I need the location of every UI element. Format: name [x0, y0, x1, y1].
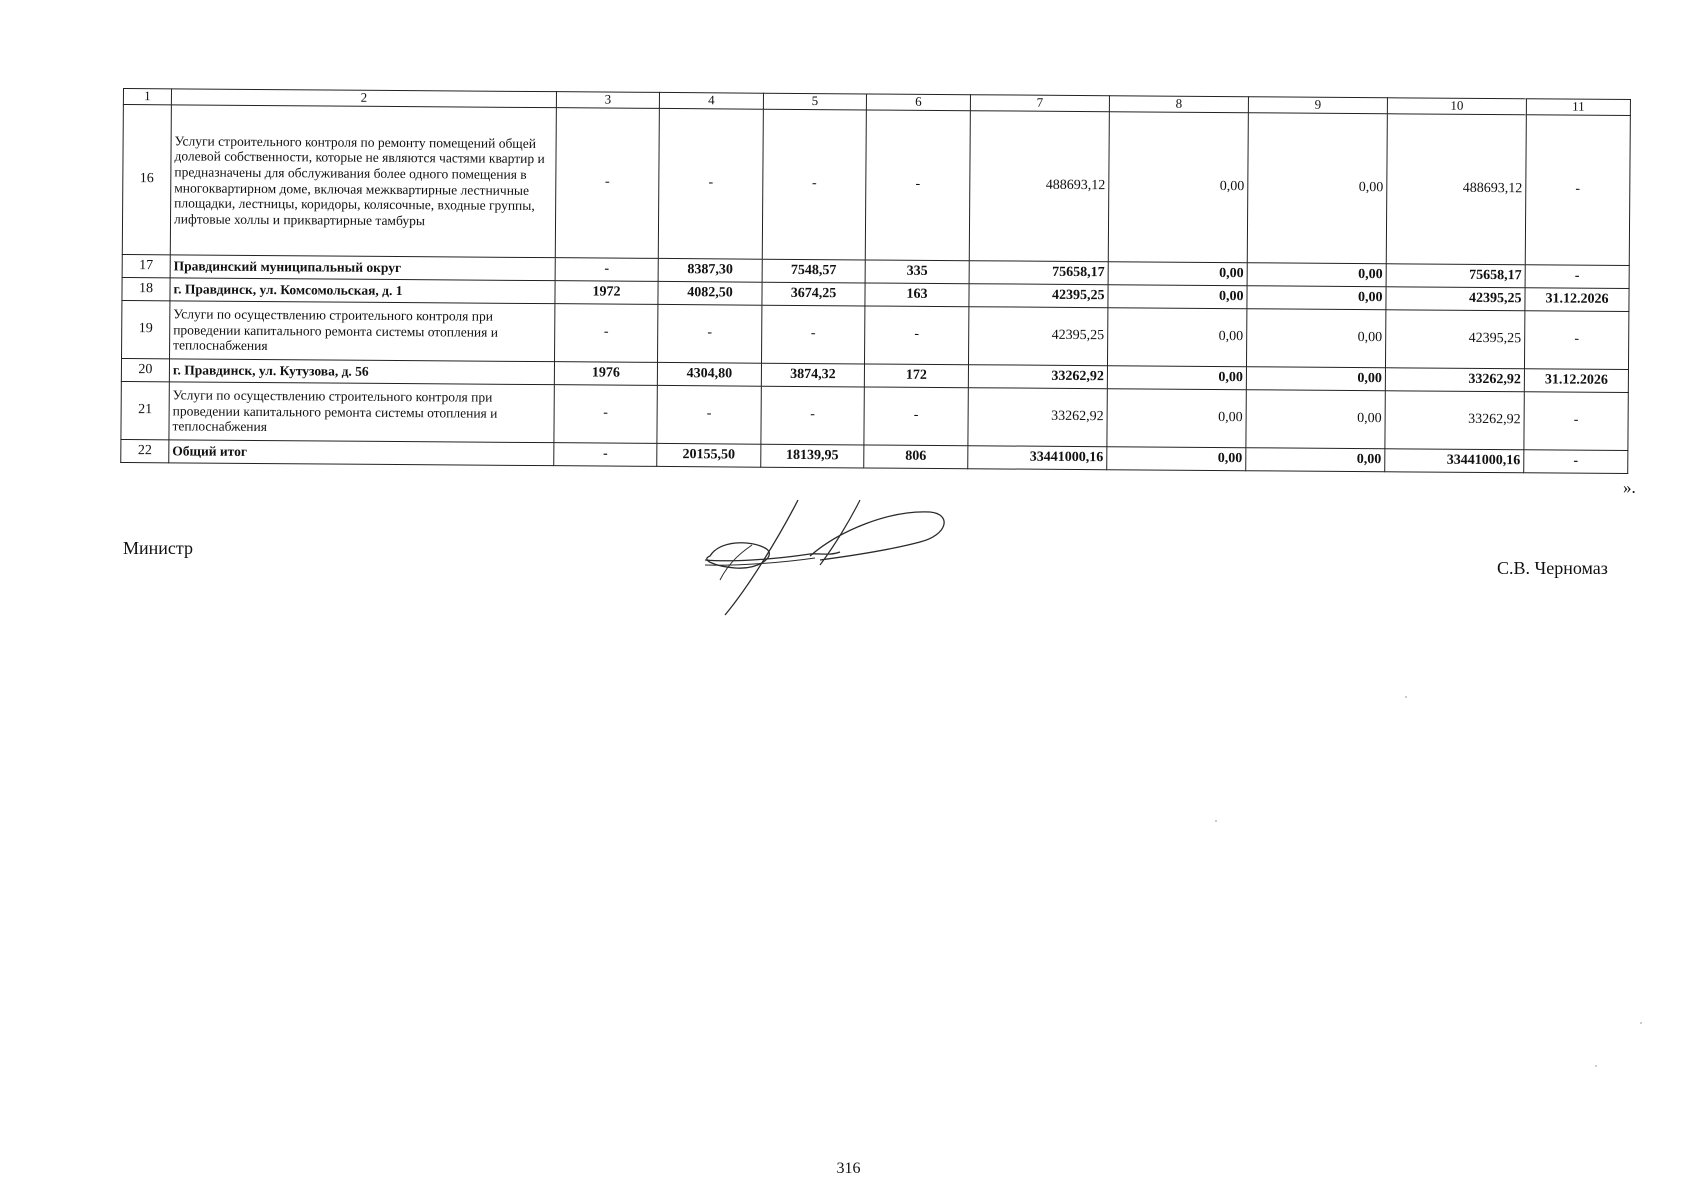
cost-col10-cell: 42395,25: [1385, 310, 1524, 369]
column-header: 5: [763, 93, 866, 110]
deadline-cell: 31.12.2026: [1524, 369, 1628, 393]
cost-col8-cell: 0,00: [1108, 112, 1248, 263]
deadline-cell: -: [1524, 450, 1628, 474]
cost-col9-cell: 0,00: [1246, 367, 1385, 391]
cost-col10-cell: 33262,92: [1385, 368, 1524, 392]
residents-cell: 172: [864, 364, 968, 388]
living-area-cell: 7548,57: [762, 259, 865, 283]
column-header: 1: [123, 89, 171, 105]
living-area-cell: -: [762, 109, 866, 260]
cost-total-cell: 488693,12: [969, 111, 1109, 262]
row-number: 19: [122, 300, 170, 358]
living-area-cell: 3674,25: [762, 282, 865, 306]
signer-name: С.В. Черномаз: [1497, 558, 1608, 578]
column-header: 3: [556, 92, 659, 109]
residents-cell: 163: [865, 283, 969, 307]
cost-col8-cell: 0,00: [1107, 366, 1246, 390]
total-area-cell: -: [658, 108, 763, 259]
living-area-cell: -: [761, 305, 864, 364]
year-cell: -: [555, 258, 658, 282]
year-cell: 1972: [555, 281, 658, 305]
cost-col9-cell: 0,00: [1247, 113, 1387, 264]
row-name: Услуги по осуществлению строительного контроля при проведении капитального ремонта системы отопления и теплоснабжения: [170, 301, 555, 362]
cost-total-cell: 42395,25: [968, 307, 1107, 366]
cost-col9-cell: 0,00: [1247, 263, 1386, 287]
row-name: г. Правдинск, ул. Комсомольская, д. 1: [170, 278, 555, 304]
cost-col10-cell: 75658,17: [1386, 264, 1525, 288]
row-number: 17: [122, 254, 170, 277]
scan-speck: [1215, 820, 1217, 822]
deadline-cell: -: [1524, 311, 1628, 370]
cost-col8-cell: 0,00: [1108, 285, 1247, 309]
cost-col8-cell: 0,00: [1107, 389, 1246, 448]
column-header: 8: [1109, 96, 1248, 113]
residents-cell: 806: [864, 445, 968, 469]
cost-total-cell: 75658,17: [969, 261, 1108, 285]
cost-col9-cell: 0,00: [1246, 448, 1385, 472]
living-area-cell: 18139,95: [761, 444, 864, 468]
living-area-cell: 3874,32: [761, 363, 864, 387]
cost-total-cell: 42395,25: [969, 284, 1108, 308]
cost-col10-cell: 488693,12: [1386, 114, 1526, 265]
deadline-cell: -: [1525, 115, 1630, 266]
cost-col10-cell: 33441000,16: [1385, 449, 1524, 473]
year-cell: -: [554, 443, 657, 467]
year-cell: -: [555, 108, 659, 259]
year-cell: -: [555, 304, 658, 363]
column-header: 7: [970, 95, 1109, 112]
row-number: 18: [122, 277, 170, 300]
column-header: 2: [171, 89, 556, 108]
row-name: Услуги по осуществлению строительного контроля при проведении капитального ремонта системы отопления и теплоснабжения: [169, 382, 554, 443]
row-number: 20: [121, 358, 169, 381]
year-cell: 1976: [554, 362, 657, 386]
appendix-table-wrapper: [120, 88, 1631, 474]
column-header: 6: [866, 94, 970, 111]
closing-quote: ».: [1623, 478, 1636, 497]
row-name: Правдинский муниципальный округ: [170, 255, 555, 281]
column-header: 11: [1526, 99, 1630, 116]
residents-cell: -: [865, 110, 970, 261]
minister-title: Министр: [123, 538, 193, 558]
cost-total-cell: 33441000,16: [968, 446, 1107, 470]
column-header: 4: [659, 92, 763, 109]
row-name: Услуги строительного контроля по ремонту помещений общей долевой собственности, которые не являются частями квартир и предназначены для обслуживания более одного помещения в многоквартирном доме, включая межквартирные лестничные площадки, лестницы, коридоры, колясочные, входные группы, лифтовые холлы и приквартирные тамбуры: [170, 105, 556, 258]
year-cell: -: [554, 385, 657, 444]
appendix-table: [120, 88, 1631, 474]
row-number: 21: [121, 381, 169, 439]
scan-speck: [1405, 696, 1407, 698]
cost-col9-cell: 0,00: [1247, 286, 1386, 310]
deadline-cell: -: [1525, 265, 1629, 289]
row-number: 16: [122, 105, 171, 255]
total-area-cell: 4082,50: [658, 281, 762, 305]
deadline-cell: 31.12.2026: [1525, 288, 1629, 312]
column-header: 10: [1387, 98, 1526, 115]
column-header: 9: [1248, 97, 1387, 114]
residents-cell: 335: [865, 260, 969, 284]
residents-cell: -: [864, 387, 968, 446]
cost-col9-cell: 0,00: [1246, 309, 1385, 368]
page-number: 316: [836, 1160, 861, 1177]
cost-col8-cell: 0,00: [1107, 308, 1246, 367]
table-row: [122, 105, 1630, 266]
deadline-cell: -: [1524, 392, 1628, 451]
total-area-cell: 4304,80: [657, 362, 761, 386]
total-area-cell: 8387,30: [658, 258, 762, 282]
cost-col8-cell: 0,00: [1107, 447, 1246, 471]
cost-col10-cell: 42395,25: [1386, 287, 1525, 311]
cost-col9-cell: 0,00: [1246, 390, 1385, 449]
cost-col10-cell: 33262,92: [1385, 391, 1524, 450]
residents-cell: -: [864, 306, 968, 365]
total-area-cell: 20155,50: [657, 443, 761, 467]
living-area-cell: -: [761, 386, 864, 445]
row-number: 22: [121, 439, 169, 462]
total-area-cell: -: [657, 385, 761, 444]
signature-icon: [690, 490, 960, 620]
cost-total-cell: 33262,92: [968, 365, 1107, 389]
scan-speck: [1640, 1022, 1642, 1024]
row-name: г. Правдинск, ул. Кутузова, д. 56: [169, 359, 554, 385]
row-name: Общий итог: [169, 440, 554, 466]
cost-total-cell: 33262,92: [968, 388, 1107, 447]
total-area-cell: -: [658, 304, 762, 363]
scan-speck: [1595, 1065, 1597, 1067]
cost-col8-cell: 0,00: [1108, 262, 1247, 286]
